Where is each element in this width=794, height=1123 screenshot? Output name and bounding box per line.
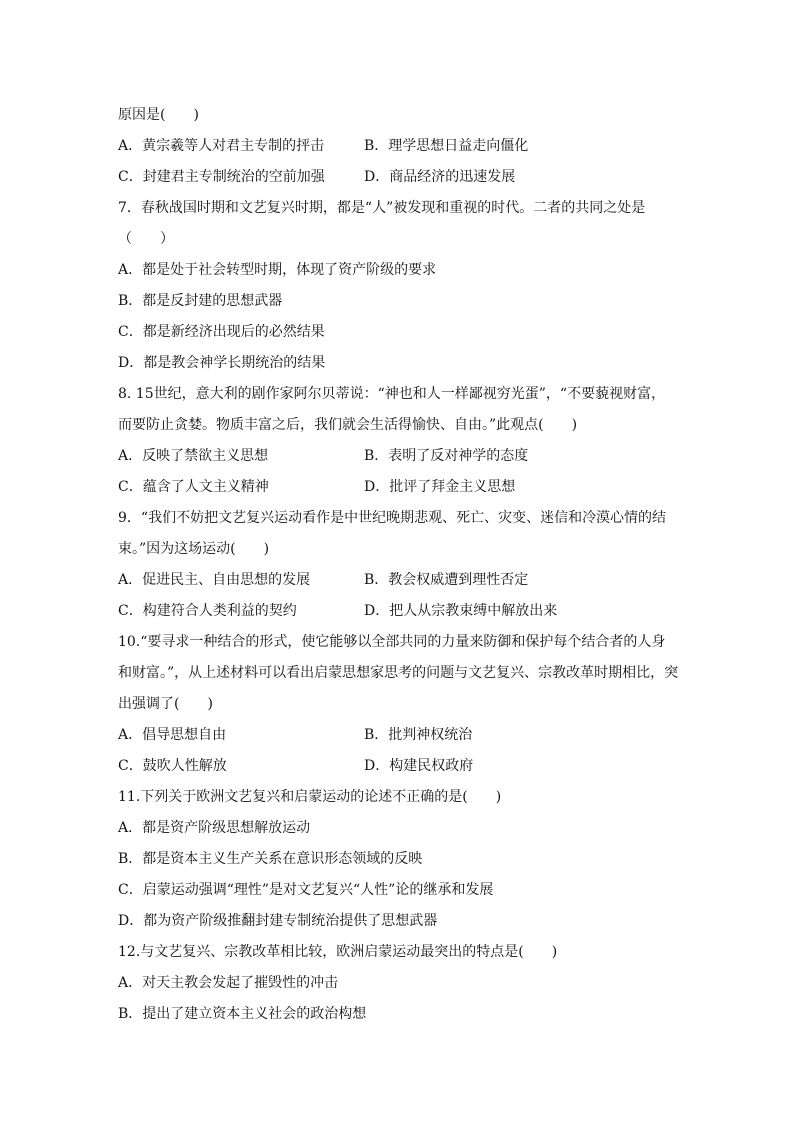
- q9-option-c: C．构建符合人类利益的契约: [118, 603, 297, 619]
- q7-option-a: A．都是处于社会转型时期，体现了资产阶级的要求: [118, 262, 437, 278]
- q9-options-row-1: [118, 565, 688, 596]
- q6-stem-tail: 原因是( ): [118, 107, 199, 123]
- q8-options-row-1: [118, 441, 688, 472]
- q10-options-row-1: [118, 720, 688, 751]
- q10-stem-line-3: 出强调了( ): [118, 696, 213, 712]
- q8-stem-line-1: 8. 15世纪，意大利的剧作家阿尔贝蒂说：“神也和人一样鄙视穷光蛋”，“不要藐视财富，: [118, 386, 666, 402]
- q7-option-c: C．都是新经济出现后的必然结果: [118, 324, 325, 340]
- q10-options-row-2: [118, 751, 688, 782]
- q11-stem: 11.下列关于欧洲文艺复兴和启蒙运动的论述不正确的是( ): [118, 789, 502, 805]
- q7-stem-line-1: 7．春秋战国时期和文艺复兴时期，都是“人”被发现和重视的时代。二者的共同之处是: [118, 200, 646, 216]
- q8-option-c: C．蕴含了人文主义精神: [118, 479, 269, 495]
- q10-stem-line-2: 和财富。”，从上述材料可以看出启蒙思想家思考的问题与文艺复兴、宗教改革时期相比，突: [118, 665, 679, 681]
- q11-option-a: A．都是资产阶级思想解放运动: [118, 820, 311, 836]
- q8-stem-line-2: 而要防止贪婪。物质丰富之后，我们就会生活得愉快、自由。”此观点( ): [118, 417, 578, 433]
- q9-option-b: B．教会权威遭到理性否定: [364, 572, 529, 588]
- q6-options-row-2: [118, 162, 688, 193]
- q9-stem-line-2: 束。”因为这场运动( ): [118, 541, 270, 557]
- q8-options-row-2: [118, 472, 688, 503]
- q10-option-c: C．鼓吹人性解放: [118, 758, 227, 774]
- q11-option-b: B．都是资本主义生产关系在意识形态领域的反映: [118, 851, 423, 867]
- q8-option-a: A．反映了禁欲主义思想: [118, 448, 269, 464]
- q10-option-d: D．构建民权政府: [364, 758, 474, 774]
- q9-option-a: A．促进民主、自由思想的发展: [118, 572, 311, 588]
- q7-option-d: D．都是教会神学长期统治的结果: [118, 355, 326, 371]
- q6-option-b: B．理学思想日益走向僵化: [364, 138, 529, 154]
- q7-option-b: B．都是反封建的思想武器: [118, 293, 283, 309]
- exam-page: [118, 100, 688, 1030]
- q6-option-a: A．黄宗羲等人对君主专制的抨击: [118, 138, 325, 154]
- q6-option-d: D．商品经济的迅速发展: [364, 169, 516, 185]
- q12-option-b: B．提出了建立资本主义社会的政治构想: [118, 1006, 367, 1022]
- q12-stem: 12.与文艺复兴、宗教改革相比较，欧洲启蒙运动最突出的特点是( ): [118, 944, 558, 960]
- q10-stem-line-1: 10.“要寻求一种结合的形式，使它能够以全部共同的力量来防御和保护每个结合者的人身: [118, 634, 666, 650]
- q8-option-b: B．表明了反对神学的态度: [364, 448, 529, 464]
- q7-stem-line-2: （ ）: [118, 231, 174, 247]
- q10-option-a: A．倡导思想自由: [118, 727, 227, 743]
- q9-options-row-2: [118, 596, 688, 627]
- q8-option-d: D．批评了拜金主义思想: [364, 479, 516, 495]
- q6-options-row-1: [118, 131, 688, 162]
- q9-option-d: D．把人从宗教束缚中解放出来: [364, 603, 558, 619]
- q10-option-b: B．批判神权统治: [364, 727, 473, 743]
- q11-option-c: C．启蒙运动强调“理性”是对文艺复兴“人性”论的继承和发展: [118, 882, 494, 898]
- q9-stem-line-1: 9．“我们不妨把文艺复兴运动看作是中世纪晚期悲观、死亡、灾变、迷信和冷漠心情的结: [118, 510, 667, 526]
- q6-option-c: C．封建君主专制统治的空前加强: [118, 169, 325, 185]
- q11-option-d: D．都为资产阶级推翻封建专制统治提供了思想武器: [118, 913, 438, 929]
- q12-option-a: A．对天主教会发起了摧毁性的冲击: [118, 975, 339, 991]
